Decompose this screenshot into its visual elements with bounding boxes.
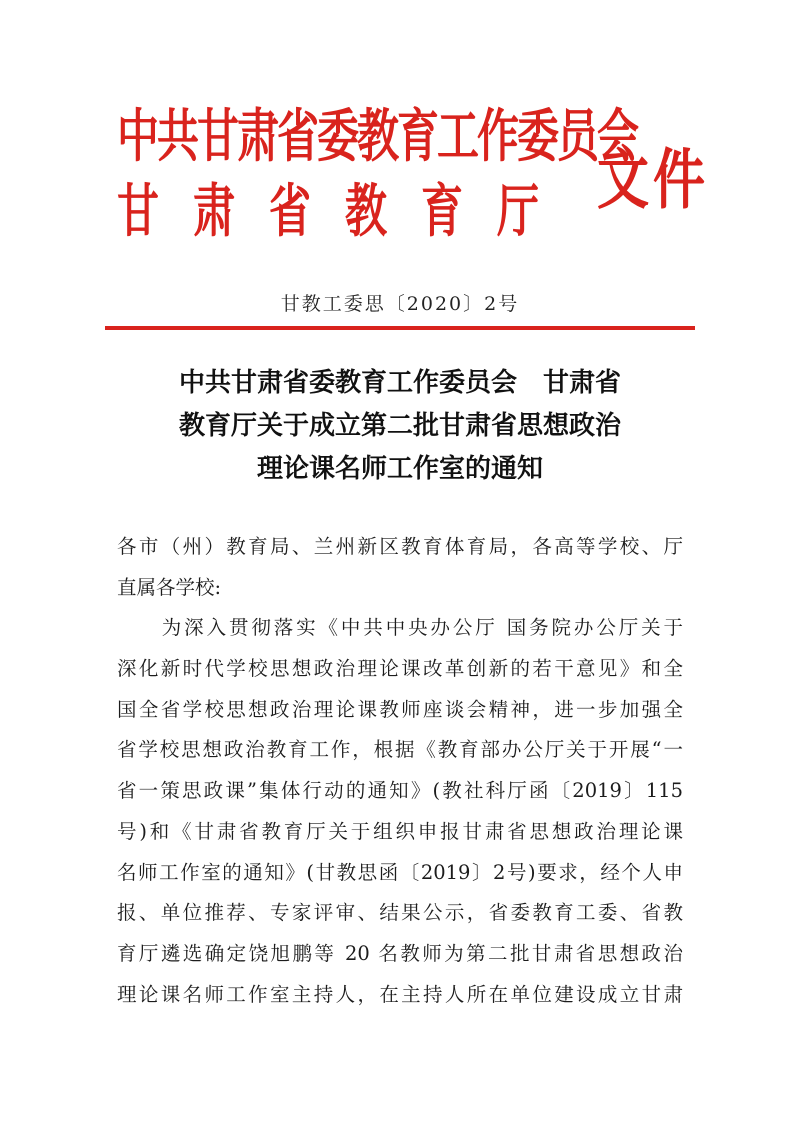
body-line: 各市（州）教育局、兰州新区教育体育局，各高等学校、厅 [117,535,683,558]
body-line: 省一策思政课”集体行动的通知》(教社科厅函〔2019〕115 [117,779,683,803]
body-line: 名师工作室的通知》(甘教思函〔2019〕2号)要求，经个人申 [117,860,683,884]
issuing-org-1: 中共甘肃省委教育工作委员会 [117,102,638,169]
document-type: 文件 [597,143,710,218]
red-divider [105,326,695,330]
issuing-org-2: 甘肃省教育厅 [117,177,574,244]
body-line: 国全省学校思想政治理论课教师座谈会精神，进一步加强全 [117,697,683,721]
body-line: 为深入贯彻落实《中共中央办公厅 国务院办公厅关于 [117,616,683,640]
title-line: 中共甘肃省委教育工作委员会 甘肃省 [178,368,621,398]
title-line: 教育厅关于成立第二批甘肃省思想政治 [178,411,621,441]
body-line: 报、单位推荐、专家评审、结果公示，省委教育工委、省教 [117,901,683,925]
body-line: 直属各学校: [117,575,222,599]
body-line: 号)和《甘肃省教育厅关于组织申报甘肃省思想政治理论课 [117,819,683,843]
document-number: 甘教工委思〔2020〕2号 [280,293,520,315]
body-line: 深化新时代学校思想政治理论课改革创新的若干意见》和全 [117,657,683,681]
body-line: 理论课名师工作室主持人，在主持人所在单位建设成立甘肃 [117,982,683,1006]
body-line: 省学校思想政治教育工作，根据《教育部办公厅关于开展“一 [117,738,683,762]
red-masthead [117,102,717,258]
document-body [117,527,683,1015]
title-line: 理论课名师工作室的通知 [256,454,543,484]
body-line: 育厅遴选确定饶旭鹏等 20 名教师为第二批甘肃省思想政治 [117,941,683,965]
document-title [110,362,690,491]
